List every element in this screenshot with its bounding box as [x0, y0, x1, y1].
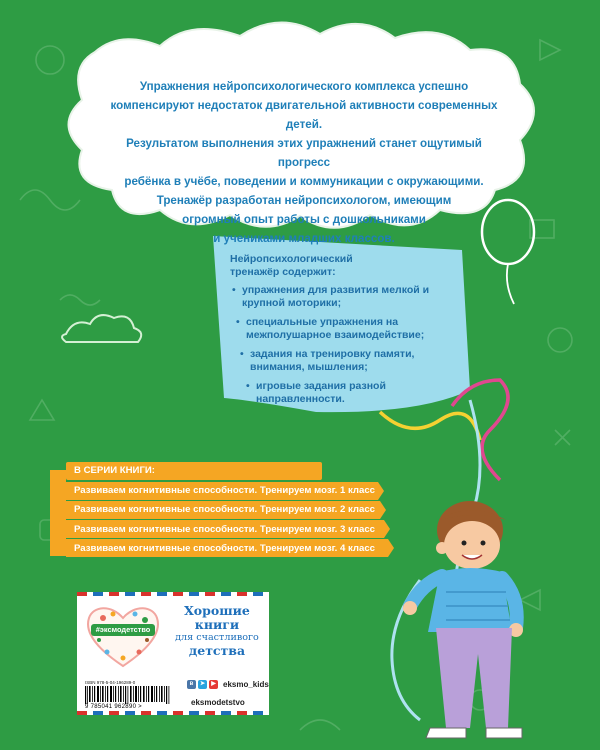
- kite-list: [230, 284, 460, 405]
- cloud-line: Тренажёр разработан нейропсихологом, имеющим: [156, 194, 452, 207]
- slogan-line: книги: [194, 617, 240, 632]
- series-item: Развиваем когнитивные способности. Тренируем мозг. 1 класс: [74, 484, 376, 496]
- boy-shoe-right: [486, 728, 522, 738]
- kite-list-item: • игровые задания разной направленности.: [244, 380, 456, 405]
- website-link[interactable]: eksmodetstvo: [191, 698, 245, 707]
- vk-icon[interactable]: в: [187, 680, 196, 689]
- boy-ear: [436, 542, 448, 554]
- kite-title: Нейропсихологический тренажёр содержит:: [230, 253, 353, 278]
- social-links: [187, 680, 269, 689]
- cloud-line: ребёнка в учёбе, поведении и коммуникации с окружающими.: [124, 175, 484, 188]
- cloud-line: компенсируют недостаток двигательной активности современных детей.: [110, 99, 498, 131]
- slogan-line: детства: [188, 643, 246, 658]
- boy-eye-right: [481, 541, 486, 546]
- series-item: Развиваем когнитивные способности. Тренируем мозг. 3 класс: [74, 523, 376, 535]
- airmail-border-top: [77, 592, 269, 596]
- airmail-border-bottom: [77, 711, 269, 715]
- youtube-icon[interactable]: ▶: [209, 680, 218, 689]
- boy-hand-left: [403, 601, 417, 615]
- social-handle[interactable]: eksmo_kids: [223, 680, 269, 689]
- barcode-number: 9 785041 962890 >: [85, 704, 142, 710]
- heart-badge: #эксмодетство: [91, 624, 155, 636]
- series-item: Развиваем когнитивные способности. Тренируем мозг. 2 класс: [74, 504, 376, 515]
- doodle-arc-icon: [300, 720, 340, 730]
- cloud-description: [100, 77, 508, 248]
- kite-ribbon-yellow: [380, 412, 480, 440]
- publisher-slogan: [167, 604, 267, 658]
- small-cloud-icon: [62, 315, 141, 342]
- kite-list-item: • специальные упражнения на межполушарное взаимодействие;: [234, 316, 446, 341]
- kite-list-item: • задания на тренировку памяти, внимания, мышления;: [238, 348, 450, 373]
- doodle-wave2-icon: [60, 295, 100, 305]
- telegram-icon[interactable]: ➤: [199, 681, 206, 687]
- doodle-circle-icon: [36, 46, 64, 74]
- kite-list-item: • упражнения для развития мелкой и крупной моторики;: [230, 284, 442, 309]
- doodle-triangle-icon: [30, 400, 54, 420]
- cloud-line: Результатом выполнения этих упражнений станет ощутимый прогресс: [126, 137, 482, 169]
- boy-face: [444, 521, 500, 569]
- boy-illustration: [403, 501, 523, 738]
- slogan-line: для счастливого: [175, 632, 259, 643]
- boy-shoe-left: [426, 728, 466, 738]
- isbn: ISBN 978-5-04-196289-0: [85, 680, 136, 685]
- boy-trousers: [436, 628, 512, 728]
- book-series: [66, 462, 375, 558]
- cloud-line: и учениками младших классов.: [213, 232, 395, 245]
- doodle-cross-icon: [555, 430, 570, 445]
- series-heading: В СЕРИИ КНИГИ:: [74, 465, 155, 476]
- series-item: Развиваем когнитивные способности. Тренируем мозг. 4 класс: [74, 543, 376, 554]
- kite-contents: [230, 253, 460, 412]
- doodle-ball-icon: [548, 328, 572, 352]
- doodle-arrow-icon: [540, 40, 560, 60]
- boy-eye-left: [462, 541, 467, 546]
- barcode-icon: [85, 686, 177, 704]
- doodle-wave-icon: [20, 190, 80, 210]
- publisher-card: [77, 592, 269, 715]
- cloud-line: огромный опыт работы с дошкольниками: [182, 213, 426, 226]
- cloud-line: Упражнения нейропсихологического комплекса успешно: [139, 80, 469, 93]
- slogan-line: Хорошие: [184, 603, 250, 618]
